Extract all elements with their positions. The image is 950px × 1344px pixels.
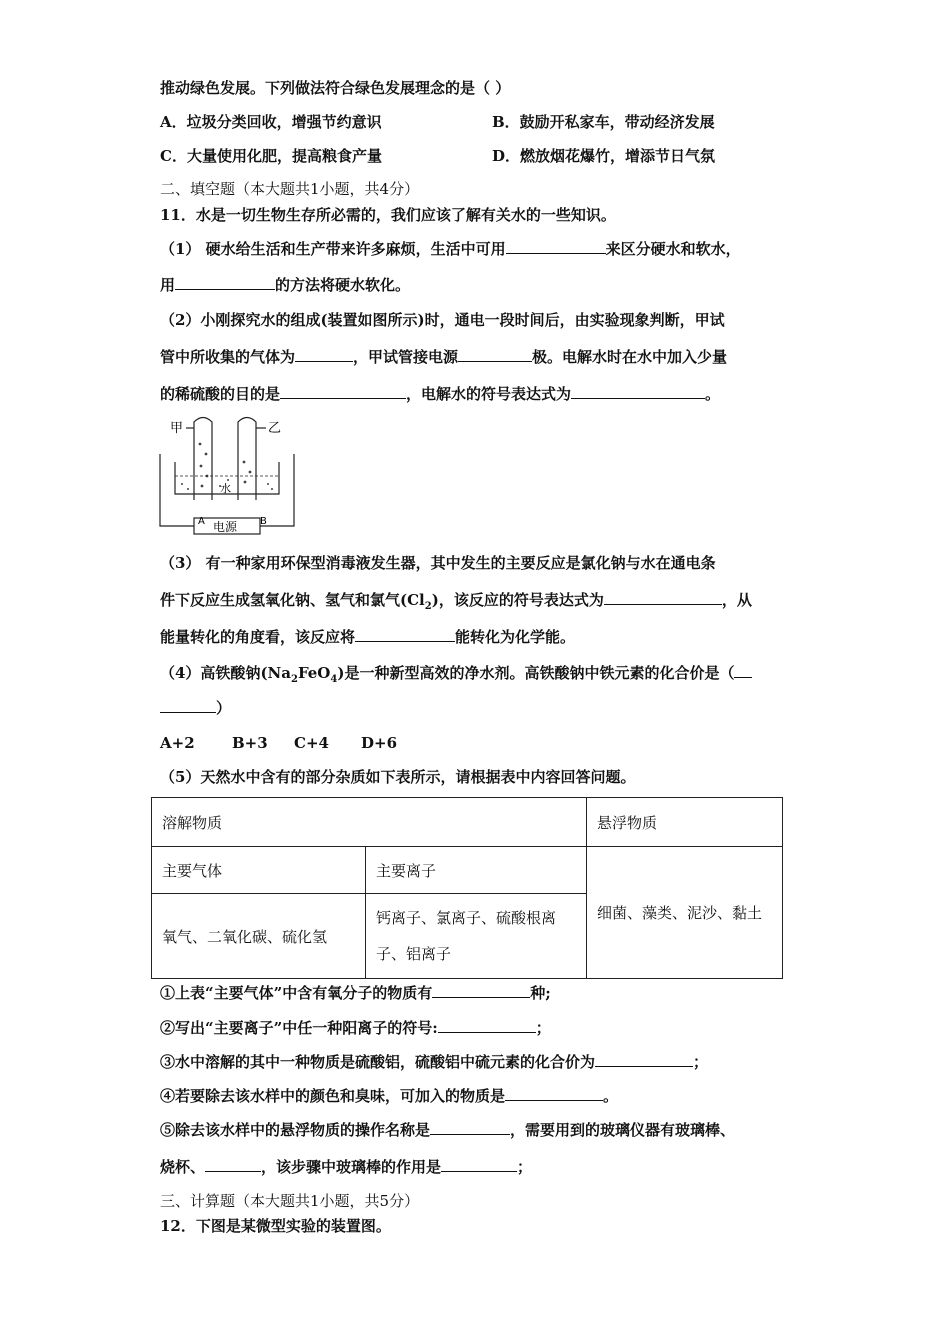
section-calculation-heading: 三、计算题（本大题共1小题，共5分） bbox=[160, 1192, 420, 1210]
q11-part2-line2 bbox=[160, 347, 727, 367]
label-jia: 甲 bbox=[170, 421, 184, 436]
cell-ions bbox=[366, 894, 587, 979]
answer-blank[interactable] bbox=[458, 347, 532, 362]
q11-p3-sub: 2 bbox=[424, 601, 432, 612]
q10-option-c: C．大量使用化肥，提高粮食产量 bbox=[160, 147, 382, 165]
q10-stem: 推动绿色发展。下列做法符合绿色发展理念的是（ ） bbox=[160, 79, 511, 97]
q11-part3-line1: （3） 有一种家用环保型消毒液发生器，其中发生的主要反应是氯化钠与水在通电条 bbox=[160, 554, 716, 572]
answer-blank[interactable] bbox=[280, 384, 406, 399]
answer-blank[interactable] bbox=[438, 1018, 536, 1033]
q11-s5-text-a: ⑤除去该水样中的悬浮物质的操作名称是 bbox=[160, 1121, 431, 1139]
answer-blank[interactable] bbox=[205, 1157, 261, 1172]
cell-suspended-items: 细菌、藻类、泥沙、黏土 bbox=[587, 847, 783, 979]
q11-p4-text-c: )是一种新型高效的净水剂。高铁酸钠中铁元素的化合价是（ bbox=[337, 664, 735, 682]
cell-dissolved-header: 溶解物质 bbox=[152, 798, 587, 847]
q11-p2-text-b: 管中所收集的气体为 bbox=[160, 348, 296, 366]
q11-sub4 bbox=[160, 1086, 618, 1106]
q11-p4-text-b: FeO bbox=[297, 664, 331, 682]
q11-p2-text-f: ，电解水的符号表达式为 bbox=[406, 385, 572, 403]
q11-s3-text-a: ③水中溶解的其中一种物质是硫酸铝，硫酸铝中硫元素的化合价为 bbox=[160, 1053, 596, 1071]
q11-p3-text-f: 能转化为化学能。 bbox=[455, 628, 576, 646]
q11-sub5-line2 bbox=[160, 1157, 532, 1177]
cell-suspended-header: 悬浮物质 bbox=[587, 798, 783, 847]
answer-blank[interactable] bbox=[175, 275, 275, 290]
q11-part3-line3 bbox=[160, 627, 575, 647]
q11-p3-text-b: 件下反应生成氢氧化钠、氢气和氯气(Cl bbox=[160, 591, 425, 609]
q10-option-a: A．垃圾分类回收，增强节约意识 bbox=[160, 113, 382, 131]
q11-s2-text-b: ； bbox=[535, 1019, 551, 1037]
q11-s5-text-d: ，该步骤中玻璃棒的作用是 bbox=[261, 1158, 442, 1176]
section-fill-in-heading: 二、填空题（本大题共1小题，共4分） bbox=[160, 180, 420, 198]
label-power: 电源 bbox=[213, 520, 238, 534]
answer-blank[interactable] bbox=[160, 698, 216, 713]
q11-part1-line1 bbox=[160, 239, 741, 259]
q11-part4-choice-c: C+4 bbox=[294, 734, 329, 752]
q11-p4-text-d: ） bbox=[216, 699, 232, 717]
answer-blank[interactable] bbox=[604, 590, 722, 605]
answer-blank[interactable] bbox=[430, 1120, 510, 1135]
electrolysis-apparatus-figure bbox=[158, 414, 296, 538]
q11-p2-text-c: ，甲试管接电源 bbox=[353, 348, 459, 366]
q11-part4-choice-d: D+6 bbox=[361, 734, 398, 752]
q11-sub1 bbox=[160, 983, 551, 1003]
label-water: 水 bbox=[220, 482, 231, 495]
test-tube-yi bbox=[238, 418, 256, 501]
q11-s2-text-a: ②写出“主要离子”中任一种阳离子的符号: bbox=[160, 1019, 438, 1037]
answer-blank[interactable] bbox=[571, 384, 705, 399]
q12-stem: 12．下图是某微型实验的装置图。 bbox=[160, 1217, 391, 1235]
q11-p1-text-d: 的方法将硬水软化。 bbox=[275, 276, 411, 294]
q11-part3-line2 bbox=[160, 590, 752, 617]
q11-sub3 bbox=[160, 1052, 708, 1072]
q11-p3-text-e: 能量转化的角度看，该反应将 bbox=[160, 628, 356, 646]
cell-ions-line1: 钙离子、氯离子、硫酸根离 bbox=[376, 909, 557, 927]
q11-p3-text-c: )，该反应的符号表达式为 bbox=[431, 591, 604, 609]
q11-p1-text-b: 来区分硬水和软水， bbox=[605, 240, 741, 258]
cell-gases: 氧气、二氧化碳、硫化氢 bbox=[152, 894, 366, 979]
q11-sub5-line1 bbox=[160, 1120, 735, 1140]
q11-s4-text-a: ④若要除去该水样中的颜色和臭味，可加入的物质是 bbox=[160, 1087, 506, 1105]
answer-blank[interactable] bbox=[441, 1157, 517, 1172]
answer-blank[interactable] bbox=[505, 1086, 603, 1101]
answer-blank[interactable] bbox=[295, 347, 353, 362]
q11-part2-line3 bbox=[160, 384, 720, 404]
label-a: A bbox=[198, 516, 205, 527]
q11-p2-text-e: 的稀硫酸的目的是 bbox=[160, 385, 281, 403]
q11-p1-text-a: （1） 硬水给生活和生产带来许多麻烦，生活中可用 bbox=[160, 240, 506, 258]
q11-s1-text-a: ①上表“主要气体”中含有氧分子的物质有 bbox=[160, 984, 433, 1002]
q11-s3-text-b: ； bbox=[693, 1053, 709, 1071]
q11-part4-line1 bbox=[160, 663, 752, 690]
answer-blank[interactable] bbox=[506, 239, 606, 254]
label-b: B bbox=[260, 516, 267, 527]
q11-s4-text-b: 。 bbox=[603, 1087, 619, 1105]
q10-option-b: B．鼓励开私家车，带动经济发展 bbox=[492, 113, 715, 131]
cell-ion-header: 主要离子 bbox=[366, 847, 587, 894]
q11-part4-choice-a: A+2 bbox=[160, 734, 195, 752]
wire-left bbox=[160, 454, 194, 526]
q11-part1-line2 bbox=[160, 275, 410, 295]
q10-option-d: D．燃放烟花爆竹，增添节日气氛 bbox=[492, 147, 716, 165]
q11-part5-stem: （5）天然水中含有的部分杂质如下表所示，请根据表中内容回答问题。 bbox=[160, 768, 636, 786]
q11-sub2 bbox=[160, 1018, 551, 1038]
q11-p2-text-d: 极。电解水时在水中加入少量 bbox=[532, 348, 728, 366]
impurity-table bbox=[151, 797, 783, 979]
answer-blank[interactable] bbox=[355, 627, 455, 642]
q11-part4-choice-b: B+3 bbox=[232, 734, 268, 752]
cell-ions-line2: 子、铝离子 bbox=[376, 945, 452, 963]
q11-p1-text-c: 用 bbox=[160, 276, 176, 294]
q11-p4-sub1: 2 bbox=[290, 674, 298, 685]
q11-part2-line1: （2）小刚探究水的组成(装置如图所示)时，通电一段时间后，由实验现象判断，甲试 bbox=[160, 311, 725, 329]
q11-s1-text-b: 种; bbox=[530, 984, 551, 1002]
answer-blank[interactable] bbox=[734, 663, 752, 678]
q11-p2-text-g: 。 bbox=[705, 385, 721, 403]
answer-blank[interactable] bbox=[595, 1052, 693, 1067]
cell-gas-header: 主要气体 bbox=[152, 847, 366, 894]
q11-stem: 11．水是一切生物生存所必需的，我们应该了解有关水的一些知识。 bbox=[160, 206, 616, 224]
q11-part4-line2 bbox=[160, 698, 231, 718]
answer-blank[interactable] bbox=[432, 983, 530, 998]
q11-p4-text-a: （4）高铁酸钠(Na bbox=[160, 664, 291, 682]
q11-s5-text-c: 烧杯、 bbox=[160, 1158, 206, 1176]
q11-s5-text-e: ； bbox=[517, 1158, 533, 1176]
label-yi: 乙 bbox=[268, 421, 282, 436]
q11-p3-text-d: ，从 bbox=[721, 591, 752, 609]
q11-p4-sub2: 4 bbox=[330, 674, 338, 685]
q11-s5-text-b: ，需要用到的玻璃仪器有玻璃棒、 bbox=[510, 1121, 736, 1139]
test-tube-jia bbox=[194, 418, 212, 501]
